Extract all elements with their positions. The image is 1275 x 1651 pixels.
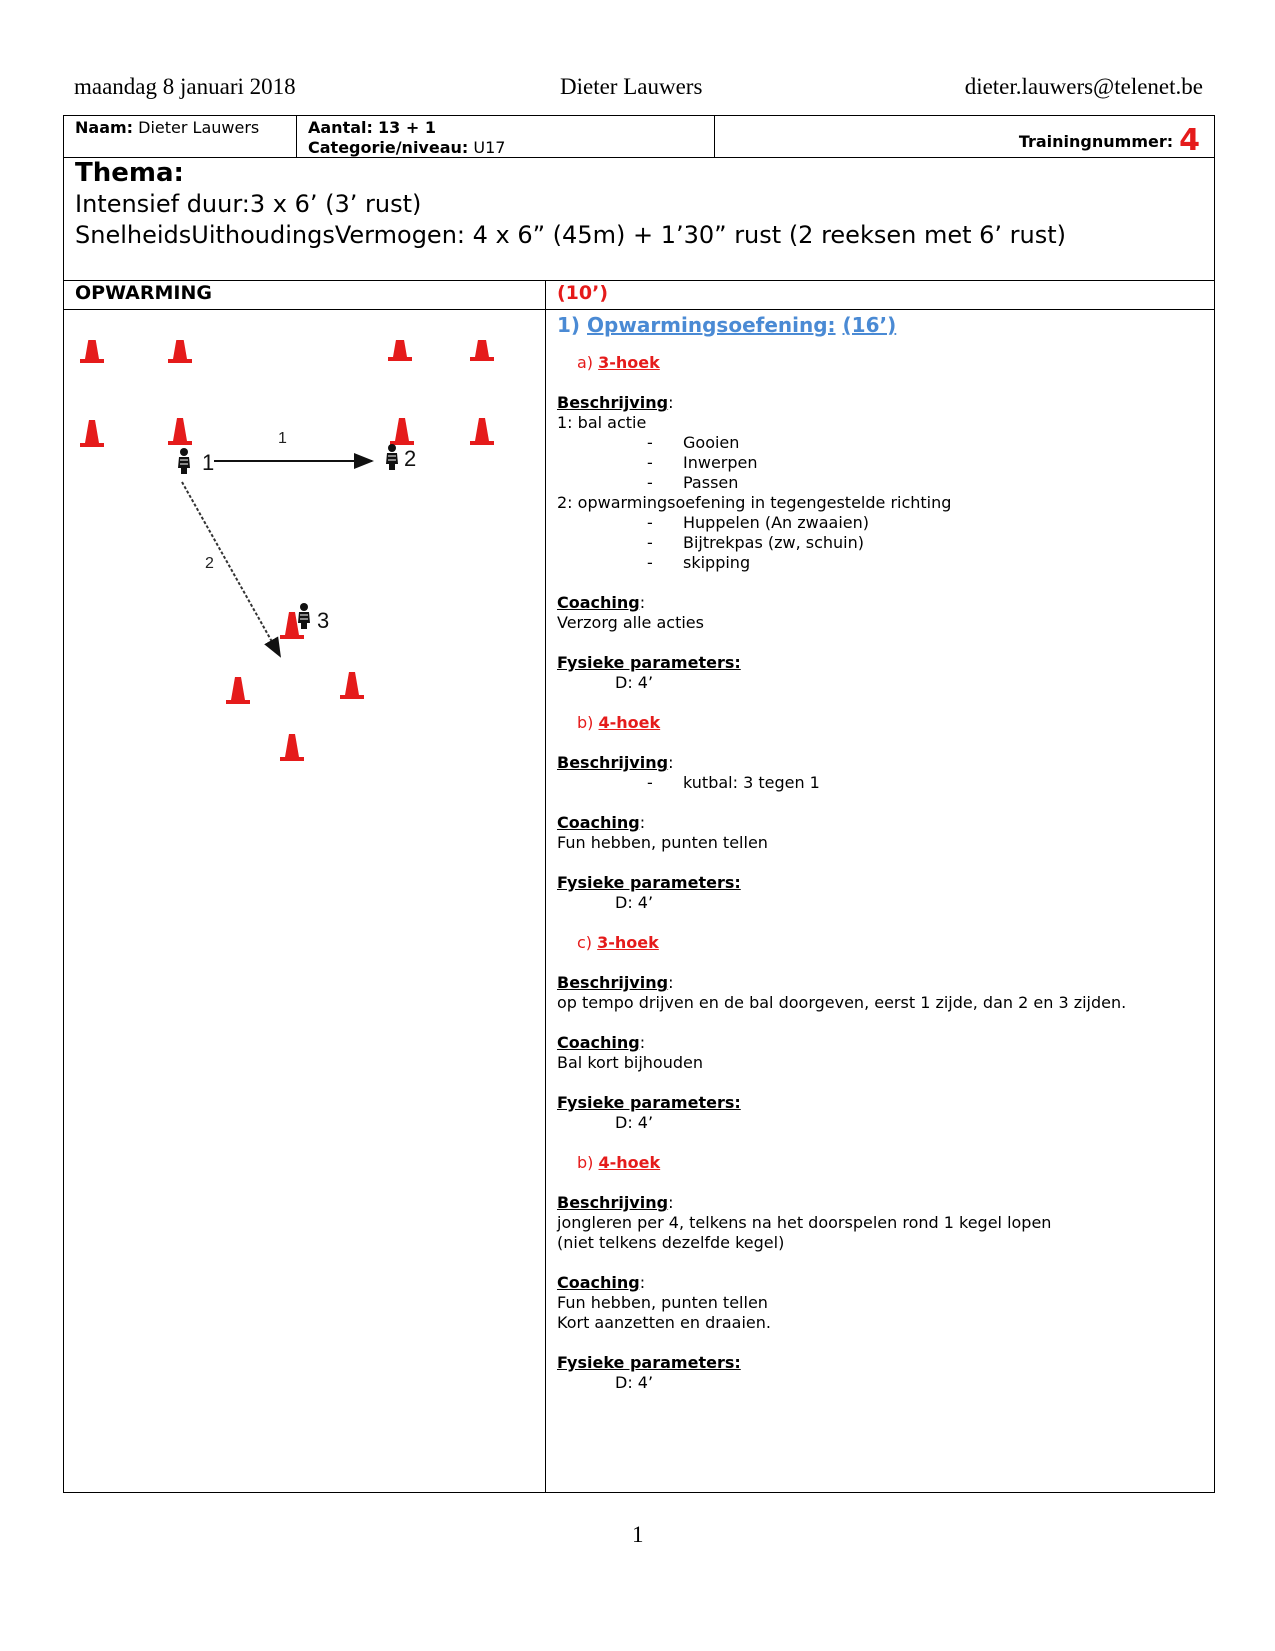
bullet-dash: - [647,453,653,472]
part-a-heading [577,353,660,373]
divider [296,115,297,157]
beschrijving-text: jongleren per 4, telkens na het doorspelen rond 1 kegel lopen [557,1213,1052,1232]
cone-icon [168,340,192,363]
beschrijving-text: op tempo drijven en de bal doorgeven, eerst 1 zijde, dan 2 en 3 zijden. [557,993,1127,1012]
aantal-label: Aantal: [308,118,373,137]
beschrijving-heading: Beschrijving: [557,1193,674,1212]
part-b-heading [577,713,660,733]
beschrijving-text: (niet telkens dezelfde kegel) [557,1233,785,1252]
exercise-duration: (16’) [842,313,897,337]
naam-label: Naam: [75,118,134,137]
bullet-item: skipping [683,553,751,572]
coaching-text: Bal kort bijhouden [557,1053,703,1072]
trainingnummer-label: Trainingnummer: [1018,131,1174,151]
divider [63,309,1215,310]
arrow-1-label: 1 [278,430,287,447]
exercise-title [557,313,896,337]
naam-field [75,118,259,137]
player-icon [298,603,310,629]
section-time: (10’) [557,282,609,304]
param-heading: Fysieke parameters: [557,1093,741,1112]
divider [63,157,1215,158]
thema-line-1: Intensief duur:3 x 6’ (3’ rust) [75,190,422,218]
param-heading: Fysieke parameters: [557,1353,741,1372]
coaching-heading: Coaching: [557,813,646,832]
part-name: 3-hoek [597,933,659,952]
divider [545,280,546,1493]
part-d-heading [577,1153,660,1173]
section-label: OPWARMING [75,282,212,304]
header-author: Dieter Lauwers [560,74,703,99]
bullet-item: Bijtrekpas (zw, schuin) [683,533,864,552]
bullet-dash: - [647,533,653,552]
divider [714,115,715,157]
bullet-dash: - [647,773,653,792]
bullet-item: Passen [683,473,739,492]
bullet-dash: - [647,513,653,532]
bullet-dash: - [647,553,653,572]
cone-icon [80,340,104,363]
coaching-heading: Coaching: [557,1273,646,1292]
coaching-heading: Coaching: [557,593,646,612]
part-name: 4-hoek [598,713,661,732]
bullet-item: Inwerpen [683,453,758,472]
beschrijving-heading: Beschrijving: [557,753,674,772]
cone-icon [168,418,192,445]
beschrijving-text: 1: bal actie [557,413,647,432]
part-letter: b) [577,1153,594,1172]
thema-title: Thema: [75,158,184,188]
header-date: maandag 8 januari 2018 [74,74,296,99]
trainingnummer-field [1018,123,1200,158]
beschrijving-heading: Beschrijving: [557,973,674,992]
cone-icon [80,420,104,447]
thema-line-2: SnelheidsUithoudingsVermogen: 4 x 6” (45m) + 1’30” rust (2 reeksen met 6’ rust) [75,221,1067,249]
beschrijving-text: 2: opwarmingsoefening in tegengestelde richting [557,493,952,512]
exercise-diagram [70,340,530,800]
categorie-label: Categorie/niveau: [308,138,469,157]
divider [63,280,1215,281]
cone-icon [470,418,494,445]
param-heading: Fysieke parameters: [557,873,741,892]
page-number: 1 [632,1522,644,1547]
categorie-value: U17 [473,138,506,157]
part-letter: a) [577,353,594,372]
player-1-label: 1 [202,450,215,475]
player-icon [178,448,190,474]
pass-arrow-2 [182,482,280,656]
cone-icon [388,340,412,361]
aantal-value: 13 + 1 [378,118,436,137]
param-value: D: 4’ [615,1373,654,1392]
bullet-item: Huppelen (An zwaaien) [683,513,870,532]
player-2-label: 2 [404,446,417,471]
naam-value: Dieter Lauwers [138,118,260,137]
trainingnummer-value: 4 [1179,123,1200,158]
cone-icon [280,734,304,761]
part-c-heading [577,933,659,953]
coaching-text: Fun hebben, punten tellen [557,833,768,852]
arrow-2-label: 2 [205,555,214,572]
player-3-label: 3 [317,608,330,633]
cone-icon [226,677,250,704]
categorie-field [308,138,505,157]
cone-icon [470,340,494,361]
cone-icon [390,418,414,445]
exercise-name: Opwarmingsoefening: [587,313,836,337]
bullet-item: Gooien [683,433,740,452]
part-name: 3-hoek [598,353,660,372]
bullet-dash: - [647,433,653,452]
cone-icon [340,672,364,699]
player-icon [386,444,398,470]
exercise-number: 1) [557,313,581,337]
header-email: dieter.lauwers@telenet.be [964,74,1203,99]
coaching-text: Fun hebben, punten tellen [557,1293,768,1312]
beschrijving-heading: Beschrijving: [557,393,674,412]
coaching-heading: Coaching: [557,1033,646,1052]
part-name: 4-hoek [598,1153,661,1172]
part-letter: b) [577,713,594,732]
aantal-field [308,118,436,137]
part-letter: c) [577,933,593,952]
param-value: D: 4’ [615,893,654,912]
bullet-item: kutbal: 3 tegen 1 [683,773,820,792]
param-value: D: 4’ [615,673,654,692]
coaching-text: Verzorg alle acties [557,613,704,632]
param-value: D: 4’ [615,1113,654,1132]
bullet-dash: - [647,473,653,492]
coaching-text: Kort aanzetten en draaien. [557,1313,771,1332]
param-heading: Fysieke parameters: [557,653,741,672]
